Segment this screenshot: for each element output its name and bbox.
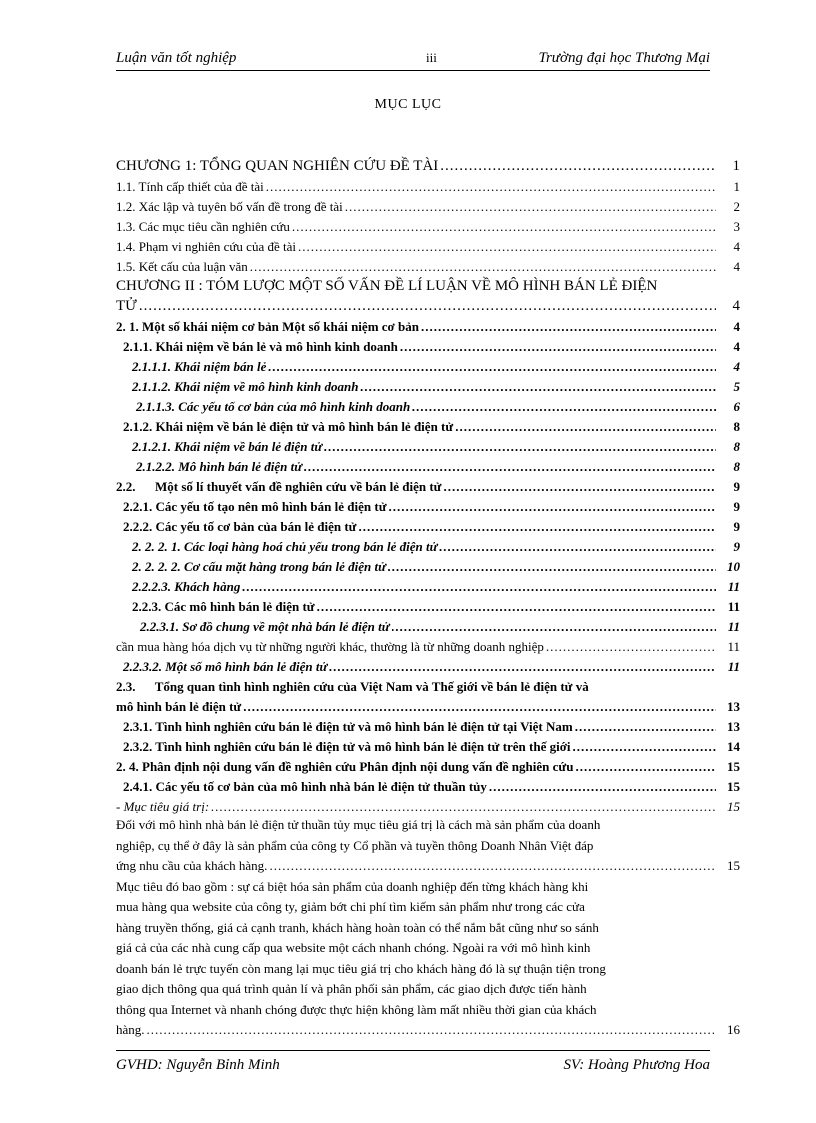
toc-entry[interactable]: TỬ ..... 4 xyxy=(116,295,740,315)
toc-entry[interactable]: mô hình bán lẻ điện tử ..... 13 xyxy=(116,695,740,715)
toc-entry[interactable]: 1.3. Các mục tiêu cần nghiên cứu ..... 3 xyxy=(116,215,740,235)
page-title: MỤC LỤC xyxy=(374,97,442,112)
toc-entry[interactable]: 2.2.2. Các yếu tố cơ bản của bán lẻ điện tử ..... 9 xyxy=(116,515,740,535)
toc-entry[interactable]: 2. 2. 2. 2. Cơ cấu mặt hàng trong bán lẻ điện tử ..... 10 xyxy=(116,555,740,575)
paragraph-line: Mục tiêu đó bao gồm : sự cá biệt hóa sản phẩm của doanh nghiệp đến từng khách hàng khi xyxy=(116,878,589,894)
toc-entry[interactable]: 2.2. Một số lí thuyết vấn đề nghiên cứu về bán lẻ điện tử ..... 9 xyxy=(116,475,740,495)
page-ref: 15 xyxy=(727,858,740,873)
page-footer xyxy=(116,1050,710,1079)
paragraph-line: giá cả của các nhà cung cấp qua website một cách nhanh chóng. Ngoài ra với mô hình kinh xyxy=(116,940,591,955)
page-ref: 16 xyxy=(727,1022,740,1037)
toc-entry[interactable]: 2. 1. Một số khái niệm cơ bản Một số khái niệm cơ bản ..... 4 xyxy=(116,315,740,335)
toc-entry[interactable]: 2.2.2.3. Khách hàng ..... 11 xyxy=(116,575,740,595)
toc-entry[interactable]: cần mua hàng hóa dịch vụ từ những người khác, thường là từ những doanh nghiệp ..... 11 xyxy=(116,635,740,655)
toc-entry[interactable]: 2.3. Tổng quan tình hình nghiên cứu của Việt Nam và Thế giới về bán lẻ điện tử và xyxy=(116,679,589,694)
header-left: Luận văn tốt nghiệp xyxy=(116,50,237,66)
footer-student: SV: Hoàng Phương Hoa xyxy=(563,1057,710,1073)
toc-entry[interactable]: 2.2.1. Các yếu tố tạo nên mô hình bán lẻ điện tử ..... 9 xyxy=(116,495,740,515)
toc-entry[interactable]: CHƯƠNG 1: TỔNG QUAN NGHIÊN CỨU ĐỀ TÀI ..... 1 xyxy=(116,155,740,175)
toc-paragraph-entry[interactable] xyxy=(116,877,740,1041)
toc-entry[interactable]: 1.1. Tính cấp thiết của đề tài ..... 1 xyxy=(116,175,740,195)
page-number: iii xyxy=(426,50,437,65)
table-of-contents xyxy=(116,155,740,1041)
paragraph-line: giao dịch thông qua quá trình quản lí và phân phối sản phẩm, các giao dịch được tiến hành xyxy=(116,981,587,996)
toc-entry[interactable]: 2.1.2.2. Mô hình bán lẻ điện tử ..... 8 xyxy=(116,455,740,475)
paragraph-line: mua hàng qua website của công ty, giảm bớt chi phí tìm kiếm sản phẩm như trong các cửa xyxy=(116,899,585,914)
footer-advisor: GVHD: Nguyễn Bỉnh Minh xyxy=(116,1057,280,1073)
toc-entry[interactable]: 2.2.3.2. Một số mô hình bán lẻ điện tử ..... 11 xyxy=(116,655,740,675)
toc-entry[interactable]: 2. 4. Phân định nội dung vấn đề nghiên cứu Phân định nội dung vấn đề nghiên cứu ..... 15 xyxy=(116,755,740,775)
toc-entry[interactable]: 2. 2. 2. 1. Các loại hàng hoá chủ yếu trong bán lẻ điện tử ..... 9 xyxy=(116,535,740,555)
toc-entry[interactable]: 2.1.1.3. Các yếu tố cơ bản của mô hình kinh doanh ..... 6 xyxy=(116,395,740,415)
toc-entry[interactable]: 2.1.1.1. Khái niệm bán lẻ ..... 4 xyxy=(116,355,740,375)
toc-entry[interactable]: 2.3.2. Tình hình nghiên cứu bán lẻ điện tử và mô hình bán lẻ điện tử trên thế giới ..... 14 xyxy=(116,735,740,755)
toc-entry[interactable]: 2.3.1. Tình hình nghiên cứu bán lẻ điện tử và mô hình bán lẻ điện tử tại Việt Nam ..... 13 xyxy=(116,715,740,735)
toc-entry[interactable]: 1.4. Phạm vi nghiên cứu của đề tài ..... 4 xyxy=(116,235,740,255)
paragraph-line: thông qua Internet và nhanh chóng được thực hiện không làm mất nhiều thời gian của khách xyxy=(116,1001,597,1017)
toc-entry[interactable]: 1.5. Kết cấu của luận văn ..... 4 xyxy=(116,255,740,275)
paragraph-line: nghiệp, cụ thể ở đây là sản phẩm của công ty Cổ phần và tuyền thông Doanh Nhân Việt đáp xyxy=(116,837,594,853)
header-right: Trường đại học Thương Mại xyxy=(538,50,710,66)
paragraph-line: hàng. xyxy=(116,1022,145,1037)
toc-entry[interactable]: 2.1.1. Khái niệm về bán lẻ và mô hình kinh doanh ..... 4 xyxy=(116,335,740,355)
toc-paragraph-entry[interactable] xyxy=(116,815,740,877)
paragraph-line: ứng nhu cầu của khách hàng. xyxy=(116,858,268,873)
toc-entry[interactable]: 2.1.2.1. Khái niệm về bán lẻ điện tử ..... 8 xyxy=(116,435,740,455)
toc-entry[interactable]: 1.2. Xác lập và tuyên bố vấn đề trong đề tài ..... 2 xyxy=(116,195,740,215)
toc-entry[interactable]: CHƯƠNG II : TÓM LƯỢC MỘT SỐ VẤN ĐỀ LÍ LUẬN VỀ MÔ HÌNH BÁN LẺ ĐIỆN xyxy=(116,278,658,294)
paragraph-line: doanh bán lẻ trực tuyến còn mang lại mục tiêu giá trị cho khách hàng đó là sự thuận tiện trong xyxy=(116,960,606,976)
toc-entry[interactable]: 2.1.1.2. Khái niệm về mô hình kinh doanh ..... 5 xyxy=(116,375,740,395)
paragraph-line: hàng truyền thống, giá cả cạnh tranh, khách hàng hoàn toàn có thể nắm bắt cũng như so sánh xyxy=(116,919,599,935)
toc-entry[interactable]: 2.2.3. Các mô hình bán lẻ điện tử ..... 11 xyxy=(116,595,740,615)
toc-entry[interactable]: - Mục tiêu giá trị: ..... 15 xyxy=(116,795,740,815)
toc-entry[interactable]: 2.1.2. Khái niệm về bán lẻ điện tử và mô hình bán lẻ điện tử ..... 8 xyxy=(116,415,740,435)
paragraph-line: Đối với mô hình nhà bán lẻ điện tử thuần tủy mục tiêu giá trị là cách mà sản phẩm của doanh xyxy=(116,817,601,832)
page-header xyxy=(116,48,710,71)
toc-entry[interactable]: 2.4.1. Các yếu tố cơ bản của mô hình nhà bán lẻ điện tử thuần tủy ..... 15 xyxy=(116,775,740,795)
toc-entry[interactable]: 2.2.3.1. Sơ đồ chung về một nhà bán lẻ điện tử ..... 11 xyxy=(116,615,740,635)
